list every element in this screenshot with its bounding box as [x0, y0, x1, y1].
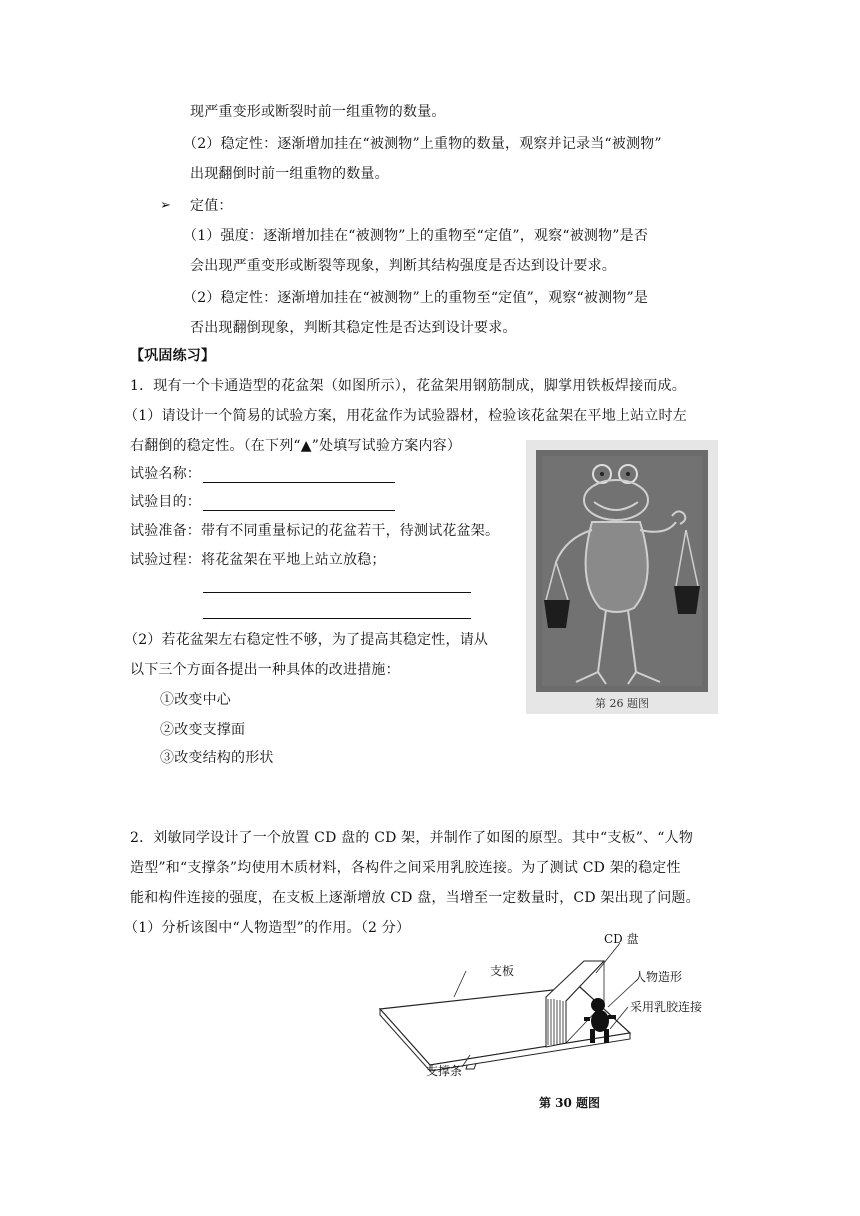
- cd-label: CD 盘: [604, 932, 639, 946]
- q1-line-2: （1）请设计一个简易的试验方案，用花盆作为试验器材，检验该花盆架在平地上站立时左: [124, 408, 687, 424]
- intro-line-5: 会出现严重变形或断裂等现象，判断其结构强度是否达到设计要求。: [190, 258, 616, 274]
- q1-purpose-label: 试验目的：: [130, 494, 201, 510]
- q1-line-1: 1．现有一个卡通造型的花盆架（如图所示），花盆架用钢筋制成，脚掌用铁板焊接而成。: [130, 378, 686, 394]
- figure-label: 人物造形: [634, 970, 683, 984]
- glue-label: 采用乳胶连接: [630, 1000, 703, 1014]
- q1-purpose-answer-line[interactable]: [203, 510, 395, 511]
- q1-process-answer-line-2[interactable]: [203, 618, 471, 619]
- flower-stand-image: [536, 450, 708, 692]
- bullet-arrow-icon: ➢: [160, 198, 172, 213]
- board-label: 支板: [490, 964, 515, 978]
- q1-option-1: ①改变中心: [160, 692, 231, 708]
- q1-name-answer-line[interactable]: [203, 482, 395, 483]
- q1-option-3: ③改变结构的形状: [160, 750, 274, 766]
- section-title: 【巩固练习】: [130, 348, 216, 364]
- flower-stand-photo: [526, 440, 718, 714]
- q2-line-1: 2．刘敏同学设计了一个放置 CD 盘的 CD 架，并制作了如图的原型。其中“支板”、“人物: [130, 830, 694, 846]
- q1-name-label: 试验名称：: [130, 466, 201, 482]
- strip-label: 支撑条: [426, 1064, 463, 1078]
- q2-line-4: （1）分析该图中“人物造型”的作用。（2 分）: [124, 920, 411, 936]
- q1-prep: 试验准备：带有不同重量标记的花盆若干，待测试花盆架。: [130, 523, 500, 539]
- q1-process-answer-line-1[interactable]: [203, 592, 471, 593]
- q1-option-2: ②改变支撑面: [160, 722, 246, 738]
- q2-line-3: 能和构件连接的强度，在支板上逐渐增放 CD 盘，当增至一定数量时，CD 架出现了问题。: [130, 890, 700, 906]
- intro-line-2: （2）稳定性：逐渐增加挂在“被测物”上重物的数量，观察并记录当“被测物”: [183, 136, 662, 152]
- q1-line-3: 右翻倒的稳定性。（在下列“▲”处填写试验方案内容）: [130, 438, 462, 454]
- q1-figure-caption: 第 26 题图: [595, 697, 649, 710]
- q1-part2-line-1: （2）若花盆架左右稳定性不够，为了提高其稳定性，请从: [124, 632, 489, 648]
- q1-part2-line-2: 以下三个方面各提出一种具体的改进措施：: [130, 662, 400, 678]
- intro-line-4: （1）强度：逐渐增加挂在“被测物”上的重物至“定值”，观察“被测物”是否: [183, 228, 649, 244]
- intro-line-6: （2）稳定性：逐渐增加挂在“被测物”上的重物至“定值”，观察“被测物”是: [183, 290, 649, 306]
- intro-line-7: 否出现翻倒现象，判断其稳定性是否达到设计要求。: [190, 320, 517, 336]
- q1-process: 试验过程：将花盆架在平地上站立放稳；: [130, 552, 386, 568]
- q2-figure-caption: 第 30 题图: [539, 1096, 601, 1110]
- q2-line-2: 造型”和“支撑条”均使用木质材料，各构件之间采用乳胶连接。为了测试 CD 架的稳定性: [130, 860, 681, 876]
- intro-line-3: 出现翻倒时前一组重物的数量。: [190, 166, 389, 182]
- intro-line-1: 现严重变形或断裂时前一组重物的数量。: [190, 104, 446, 120]
- bullet-label: 定值：: [190, 198, 233, 214]
